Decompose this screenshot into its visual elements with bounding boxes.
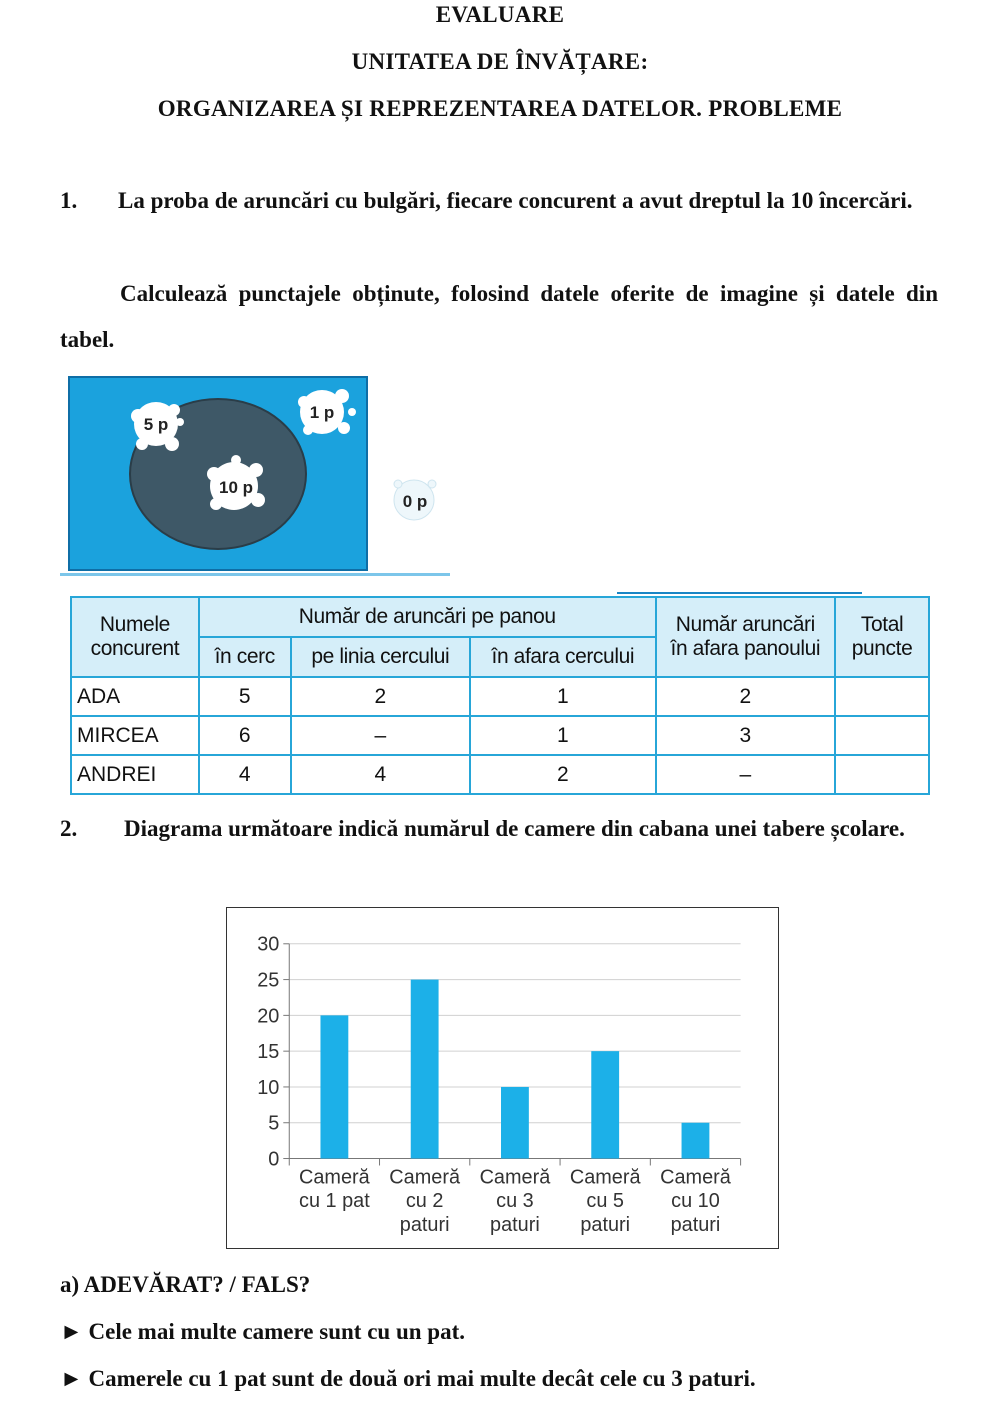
exercise-2-number: 2. — [60, 816, 78, 841]
x-tick-label: Cameră cu 3 paturi — [479, 1166, 551, 1237]
cell-name: MIRCEA — [71, 716, 199, 755]
cell-outside: 2 — [656, 677, 836, 716]
bar — [320, 1015, 348, 1158]
heading-topic: ORGANIZAREA ȘI REPREZENTAREA DATELOR. PROBLEME — [157, 96, 843, 121]
heading-evaluare: EVALUARE — [435, 2, 565, 27]
y-tick-label: 20 — [257, 1005, 280, 1028]
label-5-points: 5 p — [143, 415, 169, 434]
cell-line: 2 — [291, 677, 471, 716]
cell-name: ADA — [71, 677, 199, 716]
x-tick-label: Cameră cu 5 paturi — [569, 1166, 641, 1237]
table-row — [71, 755, 929, 794]
part-a-title: a) ADEVĂRAT? / FALS? — [60, 1272, 311, 1297]
heading-unit: UNITATEA DE ÎNVĂȚARE: — [351, 49, 649, 74]
cell-in: 6 — [199, 716, 291, 755]
bar — [501, 1087, 529, 1159]
label-10-points: 10 p — [218, 478, 254, 497]
cell-outside: – — [656, 755, 836, 794]
cell-outside: 3 — [656, 716, 836, 755]
x-tick-label: Cameră cu 10 paturi — [660, 1166, 731, 1237]
cell-total[interactable] — [835, 677, 929, 716]
decorative-line — [617, 592, 862, 594]
header-total: Total puncte — [835, 597, 929, 677]
cell-line: – — [291, 716, 471, 755]
chart-y-axis — [257, 934, 289, 1171]
table-row — [71, 716, 929, 755]
header-outside-panel: Număr aruncări în afara panoului — [656, 597, 836, 677]
label-0-points: 0 p — [402, 492, 428, 511]
rooms-bar-chart — [226, 907, 779, 1249]
y-tick-label: 0 — [268, 1148, 280, 1171]
table-row — [71, 677, 929, 716]
y-tick-label: 15 — [257, 1041, 280, 1064]
cell-in: 4 — [199, 755, 291, 794]
cell-out: 2 — [470, 755, 655, 794]
cell-in: 5 — [199, 677, 291, 716]
y-tick-label: 30 — [257, 933, 280, 956]
header-name: Numele concurent — [71, 597, 199, 677]
statement-2: ► Camerele cu 1 pat sunt de două ori mai multe decât cele cu 3 paturi. — [60, 1366, 756, 1391]
target-panel-image — [60, 372, 455, 582]
cell-out: 1 — [470, 716, 655, 755]
y-tick-label: 5 — [268, 1112, 280, 1135]
chart-bars — [320, 980, 709, 1159]
cell-out: 1 — [470, 677, 655, 716]
bar — [591, 1051, 619, 1158]
x-tick-label: Cameră cu 1 pat — [299, 1166, 370, 1213]
header-group-throws: Număr de aruncări pe panou — [199, 597, 656, 637]
cell-name: ANDREI — [71, 755, 199, 794]
bar — [411, 980, 439, 1159]
exercise-2-statement — [60, 806, 938, 852]
bar — [682, 1123, 710, 1159]
exercise-1-statement — [60, 178, 938, 224]
label-1-point: 1 p — [309, 403, 335, 422]
header-in-circle: în cerc — [199, 637, 291, 677]
exercise-1-text: La proba de aruncări cu bulgări, fiecare concurent a avut dreptul la 10 încercări. — [118, 188, 913, 213]
exercise-2-text: Diagrama următoare indică numărul de camere din cabana unei tabere școlare. — [124, 816, 905, 841]
header-out-circle: în afara cercului — [470, 637, 655, 677]
exercise-1-instruction: Calculează punctajele obținute, folosind datele oferite de imagine și datele din tabel. — [60, 281, 938, 352]
statement-1: ► Cele mai multe camere sunt cu un pat. — [60, 1319, 465, 1344]
chart-x-axis — [289, 1159, 740, 1237]
y-tick-label: 25 — [257, 969, 280, 992]
y-tick-label: 10 — [257, 1076, 280, 1099]
cell-line: 4 — [291, 755, 471, 794]
x-tick-label: Cameră cu 2 paturi — [389, 1166, 461, 1237]
cell-total[interactable] — [835, 716, 929, 755]
exercise-1-number: 1. — [60, 188, 78, 213]
scores-table — [70, 596, 930, 795]
cell-total[interactable] — [835, 755, 929, 794]
header-on-line: pe linia cercului — [291, 637, 471, 677]
